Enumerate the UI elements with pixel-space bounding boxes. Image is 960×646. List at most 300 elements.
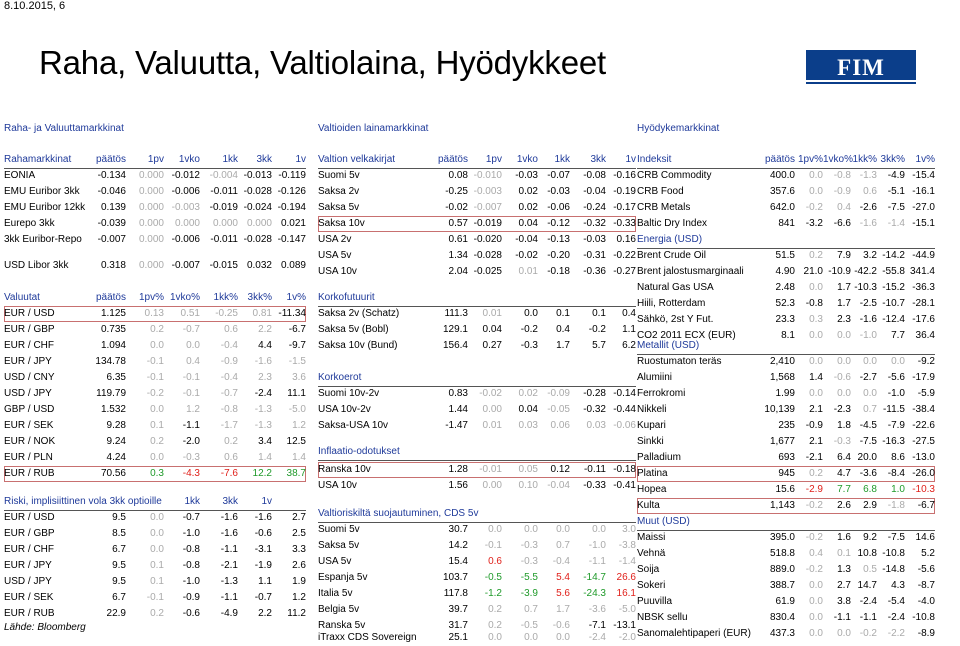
cell-value: 0.032	[246, 260, 272, 271]
cell-value: 0.0	[150, 512, 164, 523]
cell-value: 1pv	[485, 154, 502, 165]
row-label: USA 5v	[318, 556, 352, 567]
cell-value: 0.0	[556, 524, 570, 535]
cell-value: 1kk	[184, 496, 200, 507]
cell-value: -14.7	[583, 572, 606, 583]
cell-value: 0.0	[556, 632, 570, 643]
cell-value: -3.9	[520, 588, 538, 599]
cell-value: 36.4	[915, 330, 935, 341]
cell-value: 134.78	[95, 356, 126, 367]
cell-value: -2.4	[254, 388, 272, 399]
cell-value: 6.8	[863, 484, 877, 495]
cell-value: 0.61	[448, 234, 468, 245]
row-label: EUR / GBP	[4, 324, 55, 335]
table-row	[318, 630, 636, 646]
cell-value: -0.8	[182, 544, 200, 555]
table-row	[637, 530, 935, 546]
cell-value: 341.4	[909, 266, 935, 277]
cell-value: -0.03	[515, 170, 538, 181]
table-row	[637, 418, 935, 434]
cell-value: 31.7	[448, 620, 468, 631]
cell-value: 12.2	[252, 468, 272, 479]
cell-value: 0.03	[586, 420, 606, 431]
table-header-row	[318, 444, 636, 461]
cell-value: 1.7	[837, 298, 851, 309]
table-row	[4, 450, 306, 466]
cell-value: 3.0	[622, 524, 636, 535]
cell-value: 0.0	[488, 524, 502, 535]
cell-value: 1.9	[292, 576, 306, 587]
cell-value: -10.3	[854, 282, 877, 293]
cell-value: 0.139	[100, 202, 126, 213]
row-label: CRB Metals	[637, 202, 691, 213]
cell-value: 11.1	[287, 388, 306, 399]
table-row	[318, 586, 636, 602]
cell-value: 0.08	[448, 170, 468, 181]
cell-value: -44.9	[912, 250, 935, 261]
row-label: Ruostumaton teräs	[637, 356, 722, 367]
cell-value: 1.28	[448, 464, 468, 475]
cell-value: -11.34	[278, 308, 306, 319]
table-row	[637, 626, 935, 642]
table-row	[4, 386, 306, 402]
table-row	[637, 466, 935, 482]
cell-value: -0.007	[171, 260, 200, 271]
cell-value: 1.1	[258, 576, 272, 587]
cell-value: 1.34	[448, 250, 468, 261]
cell-value: -13.1	[613, 620, 636, 631]
cell-value: 51.5	[775, 250, 795, 261]
cell-value: 7.9	[837, 250, 851, 261]
cell-value: 0.000	[246, 218, 272, 229]
cell-value: -1.7	[220, 420, 238, 431]
cell-value: 2.7	[837, 580, 851, 591]
cell-value: -2.0	[618, 632, 636, 643]
cell-value: 889.0	[769, 564, 795, 575]
cell-value: -10.9	[828, 266, 851, 277]
row-label: EONIA	[4, 170, 36, 181]
table-row	[637, 450, 935, 466]
cell-value: 437.3	[769, 628, 795, 639]
cell-value: 1vko%	[823, 154, 854, 165]
cell-value: 22.9	[106, 608, 126, 619]
cell-value: 1.4	[809, 372, 823, 383]
cell-value: -15.1	[912, 218, 935, 229]
cell-value: -0.1	[146, 356, 164, 367]
cell-value: -0.5	[484, 572, 502, 583]
cell-value: 0.318	[100, 260, 126, 271]
cell-value: -1.0	[887, 388, 905, 399]
cell-value: 0.7	[556, 540, 570, 551]
row-label: EUR / GBP	[4, 528, 55, 539]
table-header-row	[4, 290, 306, 307]
cell-value: -2.1	[220, 560, 238, 571]
table-row	[4, 322, 306, 338]
cell-value: 1v	[295, 154, 306, 165]
cell-value: -0.1	[182, 372, 200, 383]
row-label: USD / JPY	[4, 576, 52, 587]
cell-value: 0.57	[448, 218, 468, 229]
row-label: Saksa 2v (Schatz)	[318, 308, 400, 319]
cell-value: -0.33	[613, 218, 636, 229]
cell-value: 0.000	[138, 234, 164, 245]
cell-value: 0.0	[809, 356, 823, 367]
cell-value: 25.1	[448, 632, 468, 643]
cell-value: -0.3	[520, 340, 538, 351]
row-label: Ranska 5v	[318, 620, 366, 631]
cell-value: 0.0	[809, 596, 823, 607]
cell-value: -0.119	[278, 170, 306, 181]
cell-value: 1.0	[891, 484, 905, 495]
row-label: Valtioriskiltä suojautuminen, CDS 5v	[318, 508, 479, 519]
cell-value: -0.019	[209, 202, 238, 213]
table-row	[4, 232, 306, 248]
cell-value: 1.4	[292, 452, 306, 463]
table-row	[4, 258, 306, 274]
cell-value: -0.013	[243, 170, 272, 181]
cell-value: 156.4	[442, 340, 468, 351]
cell-value: 0.04	[482, 324, 502, 335]
cell-value: 0.6	[224, 452, 238, 463]
cell-value: 3.4	[258, 436, 272, 447]
table-row	[637, 280, 935, 296]
row-label: Indeksit	[637, 154, 672, 165]
cell-value: 0.2	[488, 604, 502, 615]
row-label: Korkoerot	[318, 372, 362, 383]
cell-value: -0.8	[220, 404, 238, 415]
cell-value: -10.8	[912, 612, 935, 623]
cell-value: 0.0	[150, 452, 164, 463]
cell-value: 0.7	[863, 404, 877, 415]
cell-value: 0.0	[809, 282, 823, 293]
cell-value: 1.3	[837, 564, 851, 575]
cell-value: 1.99	[775, 388, 795, 399]
cell-value: 16.1	[616, 588, 636, 599]
cell-value: 3.8	[837, 596, 851, 607]
cell-value: -0.20	[547, 250, 570, 261]
cell-value: 12.5	[286, 436, 306, 447]
source-note: Lähde: Bloomberg	[4, 622, 86, 633]
row-label: Hiili, Rotterdam	[637, 298, 706, 309]
cell-value: 1v	[261, 496, 272, 507]
row-label: iTraxx CDS Sovereign	[318, 632, 417, 643]
row-label: USA 2v	[318, 234, 352, 245]
cell-value: -0.3	[182, 452, 200, 463]
cell-value: 1.2	[186, 404, 200, 415]
cell-value: -8.7	[917, 580, 935, 591]
cell-value: -0.9	[220, 356, 238, 367]
table-row	[318, 200, 636, 216]
cell-value: -0.25	[445, 186, 468, 197]
table-row	[318, 338, 636, 354]
row-label: CRB Food	[637, 186, 684, 197]
cell-value: 0.4	[837, 202, 851, 213]
cell-value: 1v	[625, 154, 636, 165]
table-row	[637, 168, 935, 184]
cell-value: 1.4	[258, 452, 272, 463]
cell-value: 0.2	[809, 468, 823, 479]
cell-value: 0.0	[186, 340, 200, 351]
cell-value: 0.000	[174, 218, 200, 229]
cell-value: -0.4	[220, 372, 238, 383]
cell-value: 1kk%	[852, 154, 877, 165]
cell-value: 9.5	[112, 576, 126, 587]
cell-value: 642.0	[769, 202, 795, 213]
cell-value: 0.000	[138, 170, 164, 181]
cell-value: -1.3	[859, 170, 877, 181]
cell-value: 0.06	[550, 420, 570, 431]
cell-value: -0.36	[583, 266, 606, 277]
cell-value: 1.44	[448, 404, 468, 415]
cell-value: -0.8	[805, 298, 823, 309]
row-label: Metallit (USD)	[637, 340, 700, 351]
cell-value: 3.3	[292, 544, 306, 555]
cell-value: -8.9	[917, 628, 935, 639]
cell-value: -2.5	[859, 298, 877, 309]
cell-value: -0.010	[473, 170, 502, 181]
cell-value: 5.4	[556, 572, 570, 583]
row-label: EUR / SEK	[4, 420, 54, 431]
cell-value: -7.5	[859, 436, 877, 447]
cell-value: -15.4	[912, 170, 935, 181]
section-title-money-fx: Raha- ja Valuuttamarkkinat	[4, 123, 124, 134]
table-row	[318, 418, 636, 434]
cell-value: -14.2	[882, 250, 905, 261]
row-label: Ferrokromi	[637, 388, 686, 399]
cell-value: -15.2	[882, 282, 905, 293]
cell-value: 0.000	[138, 186, 164, 197]
cell-value: -0.6	[254, 528, 272, 539]
cell-value: 129.1	[442, 324, 468, 335]
row-label: Valtion velkakirjat	[318, 154, 396, 165]
cell-value: 1,568	[769, 372, 795, 383]
cell-value: 400.0	[769, 170, 795, 181]
cell-value: 1.7	[556, 340, 570, 351]
row-label: Brent Crude Oil	[637, 250, 706, 261]
row-label: EUR / USD	[4, 512, 55, 523]
table-row	[637, 610, 935, 626]
table-row	[318, 402, 636, 418]
cell-value: -5.5	[520, 572, 538, 583]
cell-value: 0.735	[100, 324, 126, 335]
cell-value: -0.02	[445, 202, 468, 213]
cell-value: -1.0	[182, 576, 200, 587]
table-row	[4, 542, 306, 558]
cell-value: -10.7	[882, 298, 905, 309]
cell-value: 388.7	[769, 580, 795, 591]
cell-value: päätös	[437, 154, 468, 165]
cell-value: -0.006	[171, 234, 200, 245]
cell-value: -6.6	[833, 218, 851, 229]
cell-value: -0.6	[552, 620, 570, 631]
cell-value: 518.8	[769, 548, 795, 559]
cell-value: 2.1	[809, 436, 823, 447]
cell-value: 0.0	[837, 388, 851, 399]
row-label: Italia 5v	[318, 588, 353, 599]
table-row	[4, 338, 306, 354]
cell-value: 4.90	[775, 266, 795, 277]
row-label: Puuvilla	[637, 596, 673, 607]
row-label: Energia (USD)	[637, 234, 703, 245]
row-label: EMU Euribor 3kk	[4, 186, 80, 197]
table-row	[4, 306, 306, 322]
table-row	[637, 434, 935, 450]
cell-value: -0.011	[210, 234, 238, 245]
cell-value: -1.6	[220, 512, 238, 523]
row-label: Natural Gas USA	[637, 282, 714, 293]
cell-value: 8.6	[891, 452, 905, 463]
row-label: Soija	[637, 564, 660, 575]
cell-value: -4.9	[887, 170, 905, 181]
table-row	[318, 570, 636, 586]
row-label: Vehnä	[637, 548, 666, 559]
cell-value: 1,677	[769, 436, 795, 447]
cell-value: 1,143	[769, 500, 795, 511]
cell-value: 0.0	[488, 632, 502, 643]
cell-value: 0.02	[518, 186, 538, 197]
cell-value: -9.7	[288, 340, 306, 351]
cell-value: 0.0	[837, 330, 851, 341]
cell-value: -7.9	[887, 420, 905, 431]
cell-value: -5.0	[288, 404, 306, 415]
table-row	[318, 306, 636, 322]
cell-value: -3.2	[805, 218, 823, 229]
cell-value: -2.4	[887, 612, 905, 623]
cell-value: -0.3	[833, 436, 851, 447]
table-row	[318, 522, 636, 538]
row-label: Sokeri	[637, 580, 666, 591]
cell-value: 3kk	[256, 154, 272, 165]
table-row	[637, 482, 935, 498]
cell-value: -1.6	[254, 512, 272, 523]
cell-value: 0.0	[809, 186, 823, 197]
cell-value: -0.3	[520, 540, 538, 551]
cell-value: 0.81	[252, 308, 272, 319]
fim-logo-underline	[806, 80, 916, 82]
table-row	[4, 510, 306, 526]
cell-value: -3.6	[588, 604, 606, 615]
cell-value: -0.7	[254, 592, 272, 603]
cell-value: -1.1	[220, 544, 238, 555]
cell-value: 26.6	[616, 572, 636, 583]
cell-value: 11.2	[287, 608, 306, 619]
table-row	[318, 386, 636, 402]
table-header-row	[637, 338, 935, 355]
cell-value: 0.0	[524, 308, 538, 319]
cell-value: 3kk%	[880, 154, 905, 165]
row-label: EUR / JPY	[4, 356, 52, 367]
cell-value: -1.1	[833, 612, 851, 623]
cell-value: 0.0	[592, 524, 606, 535]
table-row	[637, 562, 935, 578]
cell-value: 0.10	[518, 480, 538, 491]
cell-value: 1kk	[554, 154, 570, 165]
cell-value: -5.9	[917, 388, 935, 399]
row-label: NBSK sellu	[637, 612, 688, 623]
row-label: GBP / USD	[4, 404, 55, 415]
cell-value: -0.1	[146, 592, 164, 603]
cell-value: 38.7	[286, 468, 306, 479]
cell-value: -0.6	[833, 372, 851, 383]
row-label: EUR / SEK	[4, 592, 54, 603]
cell-value: -9.2	[917, 356, 935, 367]
row-label: Rahamarkkinat	[4, 154, 72, 165]
row-label: Belgia 5v	[318, 604, 360, 615]
table-row	[318, 462, 636, 478]
table-header-row	[4, 494, 306, 511]
cell-value: -5.1	[887, 186, 905, 197]
cell-value: 5.2	[921, 548, 935, 559]
cell-value: 0.1	[150, 560, 164, 571]
row-label: USA 10v-2v	[318, 404, 371, 415]
cell-value: 2.2	[258, 608, 272, 619]
cell-value: 0.6	[224, 324, 238, 335]
cell-value: 1.125	[100, 308, 126, 319]
cell-value: 10.8	[857, 548, 877, 559]
cell-value: 0.1	[592, 308, 606, 319]
cell-value: 0.01	[518, 266, 538, 277]
cell-value: 9.5	[112, 512, 126, 523]
cell-value: 1kk	[222, 154, 238, 165]
cell-value: 2.04	[448, 266, 468, 277]
row-label: EUR / PLN	[4, 452, 53, 463]
table-header-row	[637, 232, 935, 249]
cell-value: -13.0	[912, 452, 935, 463]
section-title-sovereign-bonds: Valtioiden lainamarkkinat	[318, 123, 429, 134]
cell-value: -16.3	[882, 436, 905, 447]
cell-value: -0.003	[473, 186, 502, 197]
cell-value: -22.6	[912, 420, 935, 431]
row-label: Saksa 5v (Bobl)	[318, 324, 389, 335]
row-label: Saksa 2v	[318, 186, 360, 197]
cell-value: -1.9	[254, 560, 272, 571]
cell-value: -14.8	[882, 564, 905, 575]
cell-value: -7.5	[887, 532, 905, 543]
row-label: Saksa 10v (Bund)	[318, 340, 398, 351]
table-header-row	[637, 514, 935, 531]
cell-value: -1.0	[182, 528, 200, 539]
cell-value: 1pv%	[797, 154, 823, 165]
cell-value: -1.4	[618, 556, 636, 567]
cell-value: 2.1	[809, 404, 823, 415]
cell-value: -0.17	[613, 202, 636, 213]
cell-value: 1.7	[556, 604, 570, 615]
cell-value: -1.0	[859, 330, 877, 341]
cell-value: 10,139	[764, 404, 795, 415]
cell-value: 117.8	[443, 588, 468, 599]
cell-value: 0.02	[518, 388, 538, 399]
cell-value: 0.0	[863, 356, 877, 367]
row-label: EUR / USD	[4, 308, 55, 319]
cell-value: -0.03	[547, 186, 570, 197]
cell-value: -1.0	[588, 540, 606, 551]
row-label: EUR / CHF	[4, 340, 54, 351]
cell-value: 2.5	[292, 528, 306, 539]
cell-value: -0.04	[583, 186, 606, 197]
cell-value: -3.6	[859, 468, 877, 479]
cell-value: 0.04	[518, 218, 538, 229]
table-row	[637, 264, 935, 280]
row-label: USA 10v	[318, 266, 357, 277]
cell-value: -0.2	[805, 532, 823, 543]
cell-value: -1.5	[288, 356, 306, 367]
row-label: Korkofutuurit	[318, 292, 375, 303]
cell-value: 0.000	[138, 260, 164, 271]
cell-value: 1.532	[100, 404, 126, 415]
cell-value: 9.5	[112, 560, 126, 571]
cell-value: 0.51	[180, 308, 200, 319]
cell-value: päätös	[95, 292, 126, 303]
